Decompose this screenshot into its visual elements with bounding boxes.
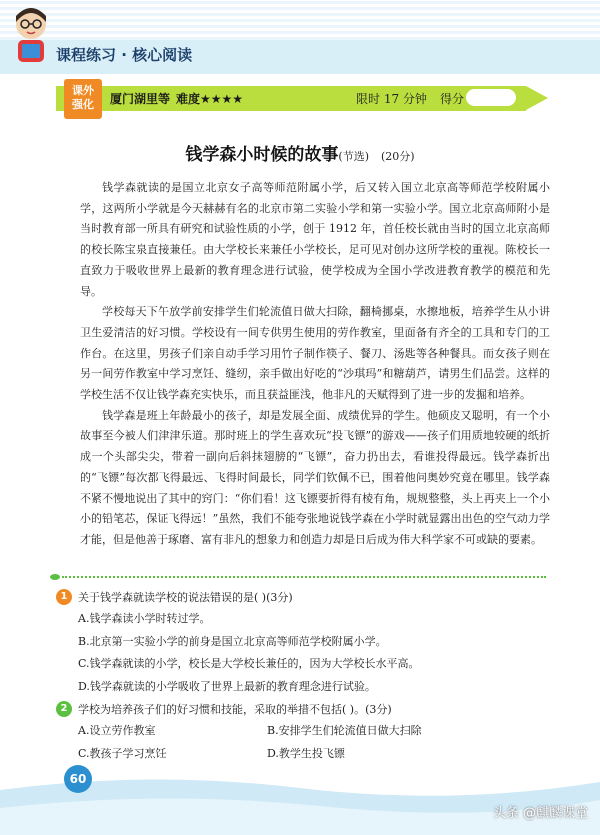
option-c[interactable]: C.钱学森就读的小学，校长是大学校长兼任的，因为大学校长水平高。 (78, 657, 420, 670)
article-points: (20分) (381, 150, 415, 163)
question-text: 关于钱学森就读学校的说法错误的是( )(3分) (78, 591, 293, 604)
question-1 (56, 586, 556, 608)
article-heading (0, 140, 600, 165)
option-a[interactable]: A.钱学森读小学时转过学。 (78, 612, 211, 625)
option-b[interactable]: B.北京第一实验小学的前身是国立北京高等师范学校附属小学。 (78, 634, 387, 648)
badge-line-1: 课外 (72, 84, 94, 97)
question-number-badge: 2 (56, 701, 72, 717)
badge-line-2: 强化 (72, 98, 94, 111)
article-title: 钱学森小时候的故事 (185, 145, 339, 165)
info-banner-arrow (526, 86, 548, 110)
option-d[interactable]: D.钱学森就读的小学吸收了世界上最新的教育理念进行试验。 (78, 679, 376, 693)
article-subtitle: (节选) (338, 150, 369, 163)
option-c[interactable]: C.教孩子学习烹饪 (78, 746, 167, 760)
question-text: 学校为培养孩子们的好习惯和技能，采取的举措不包括( )。(3分) (78, 703, 392, 716)
student-mascot-icon (6, 4, 56, 64)
watermark: 头条 @麒麟课堂 (492, 806, 588, 821)
score-label: 得分 (440, 92, 465, 106)
extracurricular-badge (64, 79, 102, 119)
question-list (56, 586, 556, 765)
region-label: 厦门湖里等 (110, 92, 171, 106)
divider-line (62, 576, 546, 578)
score-field[interactable] (466, 89, 516, 106)
divider-dot (50, 574, 60, 580)
paragraph: 钱学森是班上年龄最小的孩子，却是发展全面、成绩优异的学生。他硕皮又聪明，有一个小故事至今被人们津津乐道。那时班上的学生喜欢玩“投飞镖”的游戏——孩子们用质地较硬的纸折成一个头部尖尖，带着一副向后斜抹翅膀的“飞镖”，奋力扔出去，看谁投得最远。钱学森折出的“飞镖”每次都飞得最远、飞得时间最长，同学们钦佩不已，围着他问奥妙究竟在哪里。钱学森不紧不慢地说出了其中的窍门：“你们看！这飞镖要折得有棱有角，规规整整，头上再夹上一个小小的铅笔芯，保证飞得远！”虽然，我们不能夸张地说钱学森在小学时就显露出出色的空气动力学才能，但是他善于琢磨、富有非凡的想象力和创造力却是日后成为伟大科学家不可或缺的要素。 (80, 408, 550, 546)
page-number: 60 (64, 765, 92, 793)
option-a[interactable]: A.设立劳作教室 (78, 724, 156, 737)
question-2 (56, 698, 556, 720)
time-limit: 限时 17 分钟 (356, 92, 427, 106)
option-row (56, 720, 556, 743)
question-number-badge: 1 (56, 589, 72, 605)
option-b[interactable]: B.安排学生们轮流值日做大扫除 (267, 724, 422, 737)
article-body (80, 178, 550, 551)
paragraph: 学校每天下午放学前安排学生们轮流值日做大扫除，翻椅挪桌，水擦地板，培养学生从小讲卫生爱清洁的好习惯。学校设有一间专供男生使用的劳作教室，里面备有齐全的工具和专门的工作台。在这里，男孩子们亲自动手学习用竹子制作筷子、餐刀、汤匙等各种餐具。而女孩子则在另一间劳作教室中学习烹饪、缝纫，亲手做出好吃的“沙琪玛”和糖葫芦，请男生们品尝。这样的学校生活不仅让钱学森充实快乐，而且获益匪浅，他非凡的天赋得到了进一步的发掘和培养。 (80, 305, 550, 402)
section-title: 课程练习 · 核心阅读 (56, 46, 193, 64)
option-d[interactable]: D.教学生投飞镖 (267, 746, 345, 760)
paragraph: 钱学森就读的是国立北京女子高等师范附属小学，后又转入国立北京高等师范学校附属小学，这两所小学就是今天赫赫有名的北京市第二实验小学和第一实验小学。国立北京高师附小是当时教育部一所具有研究和试验性质的小学，创于 1912 年，首任校长就由当时的国立北京高师的校长陈宝泉直接兼任。由大学校长来兼任小学校长，足可见对创办这所学校的重视。陈校长一直致力于吸收世界上最新的教育理念进行试验，使学校成为全国小学改进教育教学的模范和先导。 (80, 181, 550, 298)
difficulty-rating: 难度★★★★ (176, 92, 244, 106)
